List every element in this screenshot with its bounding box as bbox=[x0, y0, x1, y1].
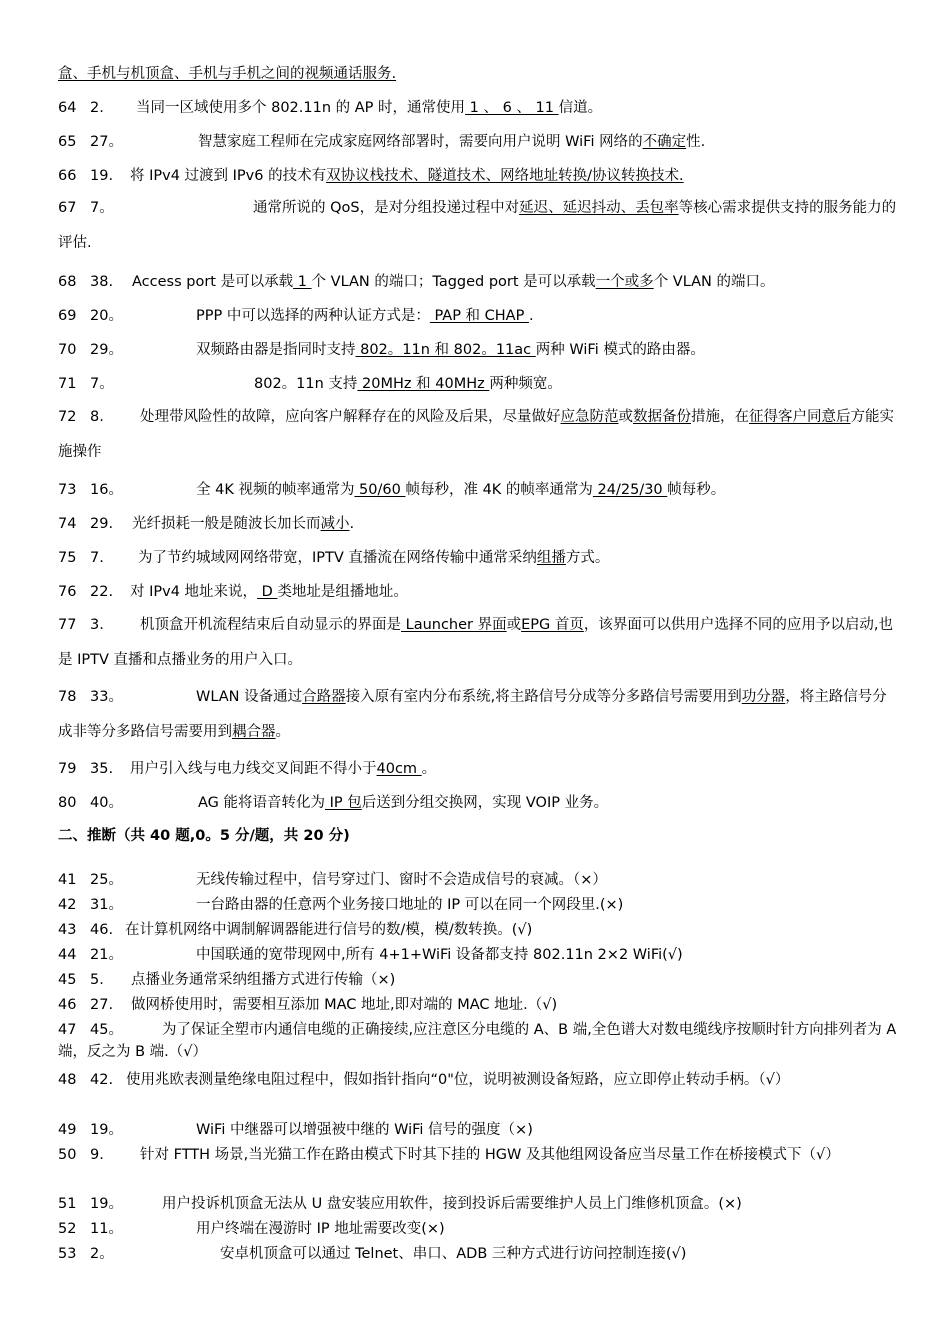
judge-46: 46 27. 做网桥使用时，需要相互添加 MAC 地址,即对端的 MAC 地址.（√) bbox=[58, 997, 558, 1013]
question-77: 77 3. 机顶盒开机流程结束后自动显示的界面是 Launcher 界面或EPG 首页，该界面可以供用户选择不同的应用予以启动,也是 IPTV 直播和点播业务的用户入口。 bbox=[58, 617, 893, 668]
question-75: 75 7. 为了节约城域网网络带宽，IPTV 直播流在网络传输中通常采纳组播方式。 bbox=[58, 550, 610, 566]
judge-52: 52 11。 用户终端在漫游时 IP 地址需要改变(×) bbox=[58, 1221, 445, 1237]
question-71: 71 7。 802。11n 支持 20MHz 和 40MHz 两种频宽。 bbox=[58, 376, 562, 392]
judge-45: 45 5. 点播业务通常采纳组播方式进行传输（×) bbox=[58, 972, 396, 988]
question-65: 65 27。 智慧家庭工程师在完成家庭网络部署时，需要向用户说明 WiFi 网络的不确定性. bbox=[58, 134, 706, 150]
question-73: 73 16。 全 4K 视频的帧率通常为 50/60 帧每秒，准 4K 的帧率通常为 24/25/30 帧每秒。 bbox=[58, 482, 726, 498]
judge-49: 49 19。 WiFi 中继器可以增强被中继的 WiFi 信号的强度（×) bbox=[58, 1122, 533, 1138]
section-2-title: 二、推断（共 40 题,0。5 分/题，共 20 分) bbox=[58, 828, 350, 844]
question-78: 78 33。 WLAN 设备通过合路器接入原有室内分布系统,将主路信号分成等分多路信号需要用到功分器，将主路信号分成非等分多路信号需要用到耦合器。 bbox=[58, 689, 887, 740]
text-line: 盒、手机与机顶盒、手机与手机之间的视频通话服务. bbox=[58, 66, 397, 82]
question-72: 72 8. 处理带风险性的故障，应向客户解释存在的风险及后果，尽量做好应急防范或数据备份措施，在征得客户同意后方能实施操作 bbox=[58, 409, 894, 460]
question-66: 66 19. 将 IPv4 过渡到 IPv6 的技术有双协议栈技术、隧道技术、网络地址转换/协议转换技术. bbox=[58, 168, 684, 184]
judge-42: 42 31。 一台路由器的任意两个业务接口地址的 IP 可以在同一个网段里.(×) bbox=[58, 897, 624, 913]
judge-50: 50 9. 针对 FTTH 场景,当光猫工作在路由模式下时其下挂的 HGW 及其他组网设备应当尽量工作在桥接模式下（√） bbox=[58, 1147, 840, 1163]
question-70: 70 29。 双频路由器是指同时支持 802。11n 和 802。11ac 两种 WiFi 模式的路由器。 bbox=[58, 342, 705, 358]
question-80: 80 40。 AG 能将语音转化为 IP 包后送到分组交换网，实现 VOIP 业务。 bbox=[58, 795, 609, 811]
question-74: 74 29. 光纤损耗一般是随波长加长而减小. bbox=[58, 516, 355, 532]
question-76: 76 22. 对 IPv4 地址来说， D 类地址是组播地址。 bbox=[58, 584, 408, 600]
judge-47: 47 45。 为了保证全塑市内通信电缆的正确接续,应注意区分电缆的 A、B 端,全色谱大对数电缆线序按顺时针方向排列者为 A 端，反之为 B 端.（√） bbox=[58, 1022, 897, 1060]
question-67: 67 7。 通常所说的 QoS，是对分组投递过程中对延迟、延迟抖动、丢包率等核心需求提供支持的服务能力的评估. bbox=[58, 200, 897, 251]
judge-53: 53 2。 安卓机顶盒可以通过 Telnet、串口、ADB 三种方式进行访问控制连接(√) bbox=[58, 1246, 687, 1262]
judge-48: 48 42. 使用兆欧表测量绝缘电阻过程中，假如指针指向“0"位，说明被测设备短路，应立即停止转动手柄。（√） bbox=[58, 1072, 790, 1088]
judge-44: 44 21。 中国联通的宽带现网中,所有 4+1+WiFi 设备都支持 802.11n 2×2 WiFi(√) bbox=[58, 947, 683, 963]
judge-41: 41 25。 无线传输过程中，信号穿过门、窗时不会造成信号的衰减。（×） bbox=[58, 872, 607, 888]
judge-51: 51 19。 用户投诉机顶盒无法从 U 盘安装应用软件，接到投诉后需要维护人员上门维修机顶盒。(×) bbox=[58, 1196, 742, 1212]
judge-43: 43 46. 在计算机网络中调制解调器能进行信号的数/模，模/数转换。(√) bbox=[58, 922, 533, 938]
question-64: 64 2. 当同一区域使用多个 802.11n 的 AP 时，通常使用 1 、 6 、 11 信道。 bbox=[58, 100, 603, 116]
question-68: 68 38. Access port 是可以承载 1 个 VLAN 的端口；Tagged port 是可以承载一个或多个 VLAN 的端口。 bbox=[58, 274, 775, 290]
question-79: 79 35. 用户引入线与电力线交叉间距不得小于40cm 。 bbox=[58, 761, 437, 777]
question-69: 69 20。 PPP 中可以选择的两种认证方式是： PAP 和 CHAP . bbox=[58, 308, 534, 324]
